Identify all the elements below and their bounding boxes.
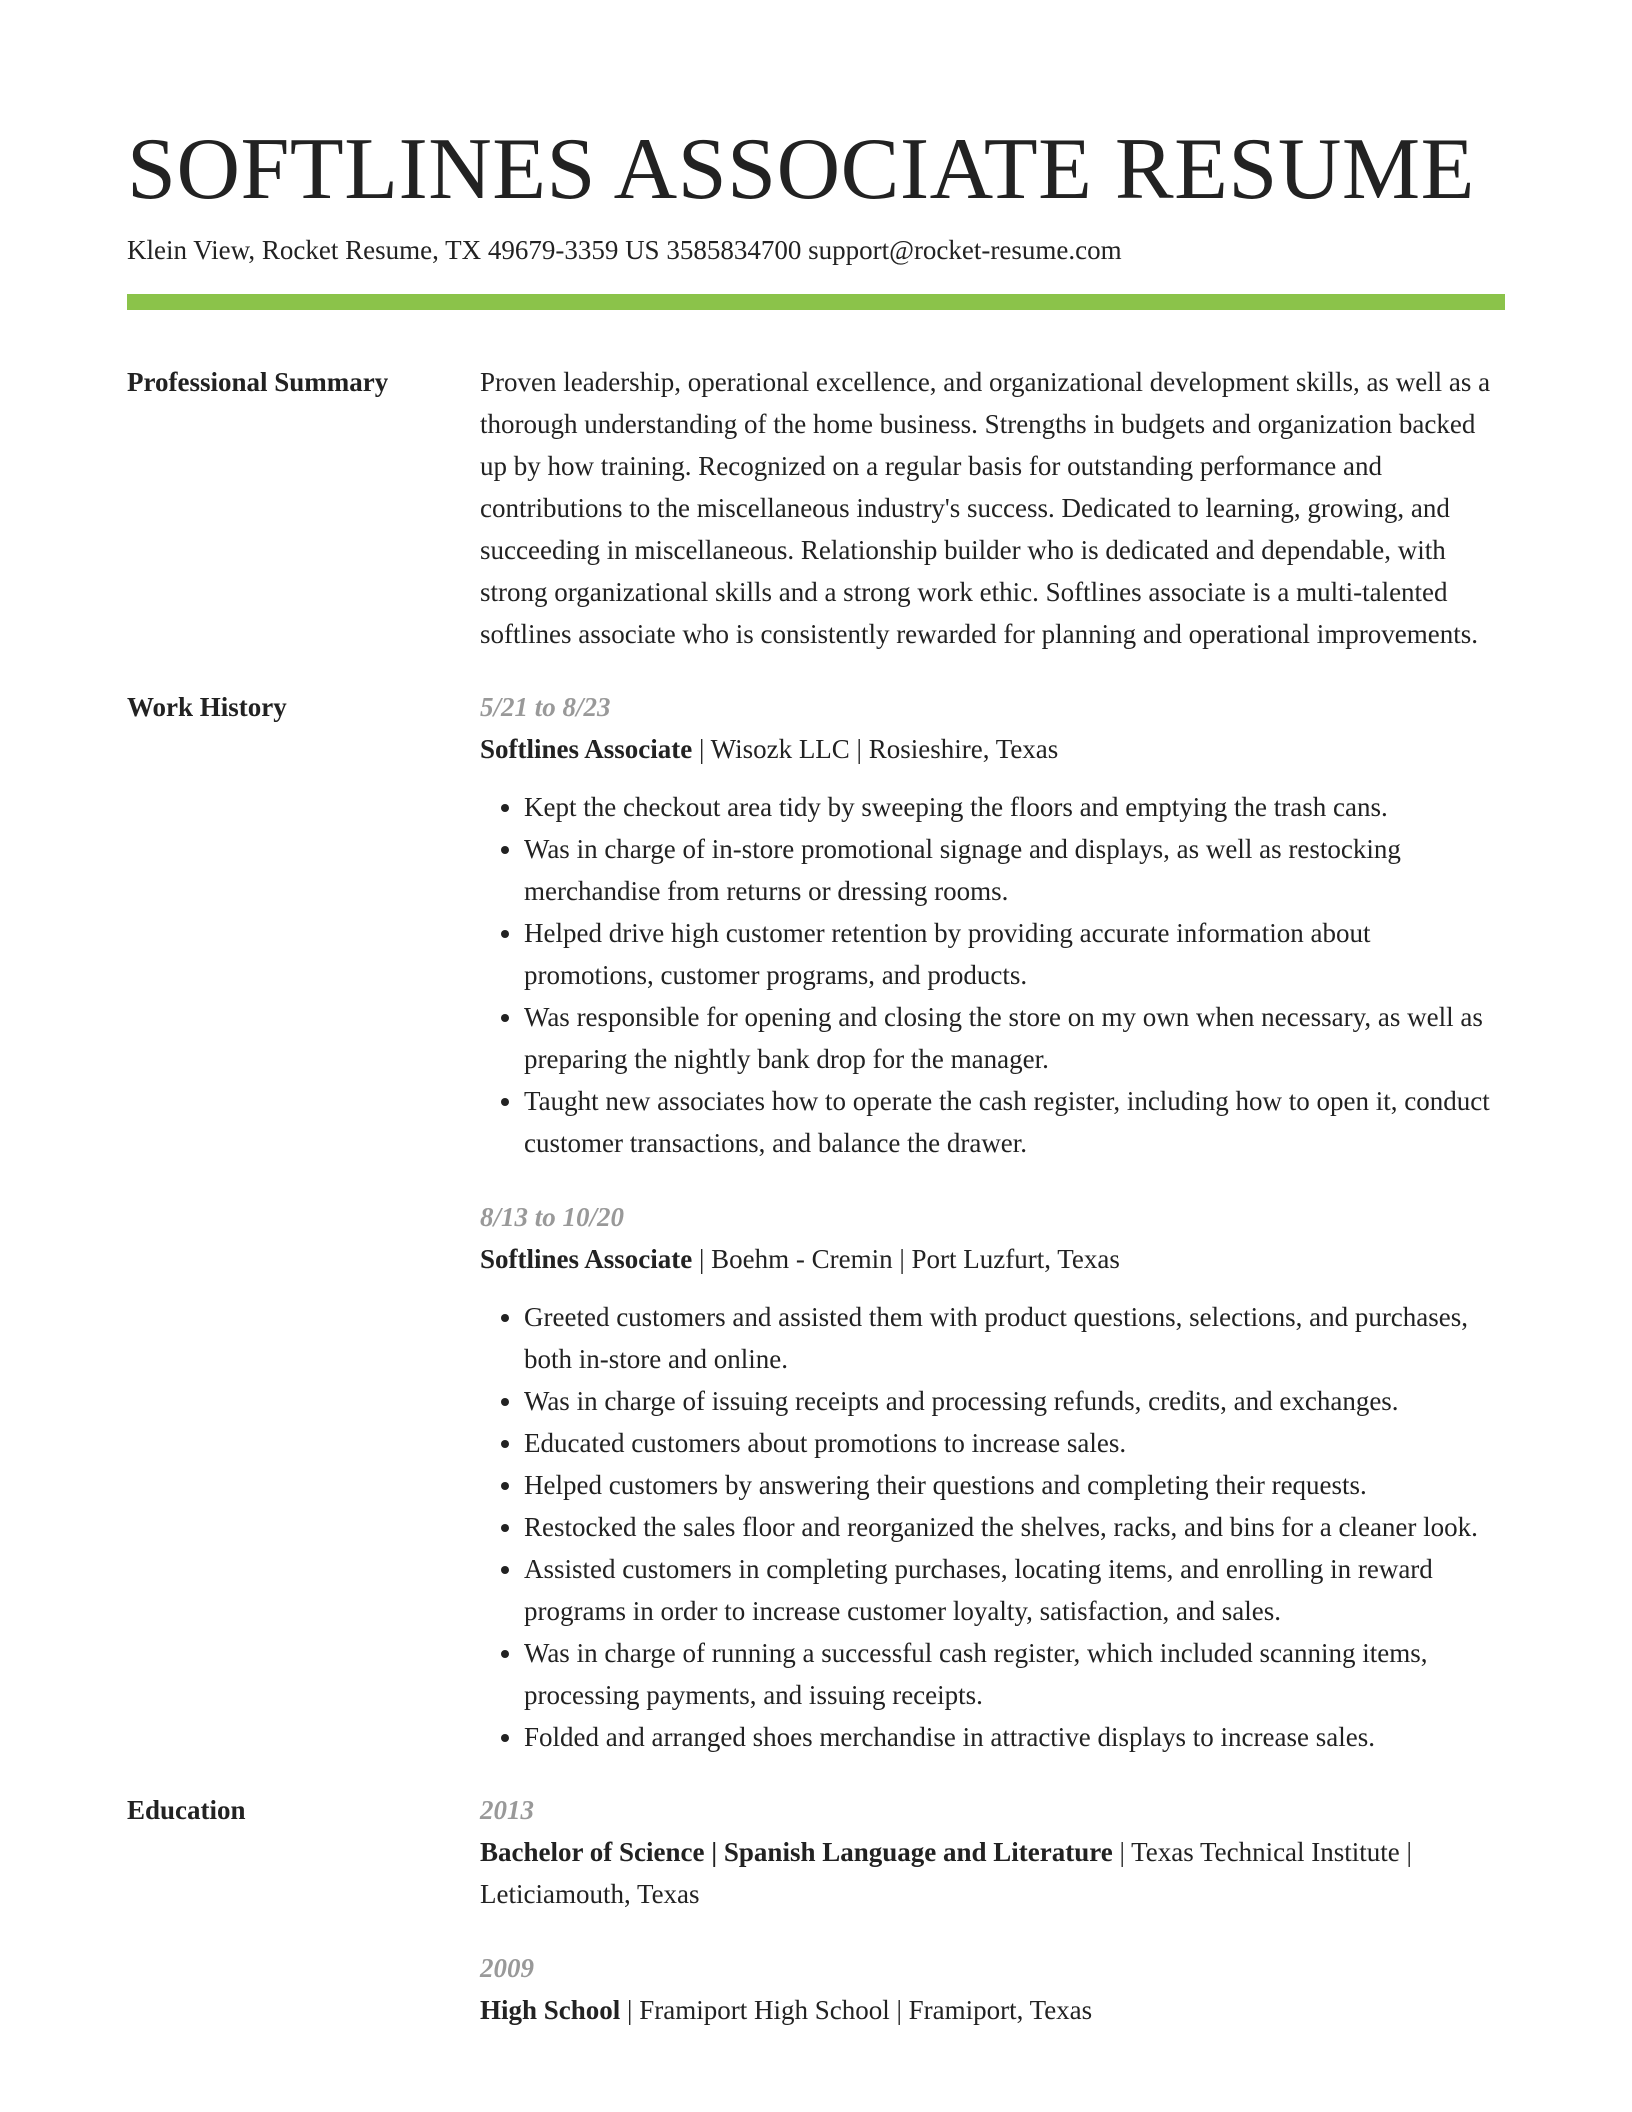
education-entry: [480, 1789, 1505, 1915]
job-duty: • Was in charge of in-store promotional signage and displays, as well as restocking merchandise from returns or dressing rooms.: [524, 828, 1505, 912]
education-entry: [480, 1947, 1505, 2031]
resume-title: SOFTLINES ASSOCIATE RESUME: [127, 121, 1475, 218]
education-degree-line: [480, 1831, 1505, 1915]
job-duties-list: [480, 786, 1505, 1164]
education-degree-line: [480, 1989, 1505, 2031]
education-degree: Bachelor of Science | Spanish Language and Literature: [480, 1837, 1113, 1867]
job-duty: • Helped drive high customer retention by providing accurate information about promotions, customer programs, and products.: [524, 912, 1505, 996]
work-history-body: [480, 686, 1505, 1758]
job-duty: • Was responsible for opening and closing the store on my own when necessary, as well as preparing the nightly bank drop for the manager.: [524, 996, 1505, 1080]
education-school-location: | Framiport High School | Framiport, Texas: [620, 1995, 1093, 2025]
job-duty: • Kept the checkout area tidy by sweeping the floors and emptying the trash cans.: [524, 786, 1505, 828]
work-history-heading: Work History: [127, 692, 287, 722]
job-duty: • Helped customers by answering their questions and completing their requests.: [524, 1464, 1505, 1506]
job-employer-location: | Boehm - Cremin | Port Luzfurt, Texas: [692, 1244, 1120, 1274]
education-year: 2009: [480, 1953, 534, 1983]
resume-page: [127, 118, 1505, 2031]
header-divider: [127, 294, 1505, 310]
education-year: 2013: [480, 1795, 534, 1825]
job-role-line: [480, 728, 1505, 770]
education-section: [127, 1789, 1505, 2031]
summary-section: [127, 361, 1505, 655]
job-duty: • Educated customers about promotions to increase sales.: [524, 1422, 1505, 1464]
job-entry: [480, 686, 1505, 1164]
job-role-line: [480, 1238, 1505, 1280]
education-school-location: | Texas Technical Institute | Leticiamouth, Texas: [480, 1837, 1412, 1909]
job-duty: • Taught new associates how to operate the cash register, including how to open it, conduct customer transactions, and balance the drawer.: [524, 1080, 1505, 1164]
summary-body: [480, 361, 1505, 655]
job-duty: • Restocked the sales floor and reorganized the shelves, racks, and bins for a cleaner look.: [524, 1506, 1505, 1548]
job-entry: [480, 1196, 1505, 1758]
job-dates: 5/21 to 8/23: [480, 692, 611, 722]
job-duty: • Assisted customers in completing purchases, locating items, and enrolling in reward programs in order to increase customer loyalty, satisfaction, and sales.: [524, 1548, 1505, 1632]
summary-text: Proven leadership, operational excellence, and organizational development skills, as well as a thorough understanding of the home business. Strengths in budgets and organization backed up by how training. Recognized on a regular basis for outstanding performance and contributions to the miscellaneous industry's success. Dedicated to learning, growing, and succeeding in miscellaneous. Relationship builder who is dedicated and dependable, with strong organizational skills and a strong work ethic. Softlines associate is a multi-talented softlines associate who is consistently rewarded for planning and operational improvements.: [480, 367, 1491, 649]
job-duty: • Folded and arranged shoes merchandise in attractive displays to increase sales.: [524, 1716, 1505, 1758]
job-duties-list: [480, 1296, 1505, 1758]
job-duty: • Was in charge of running a successful cash register, which included scanning items, processing payments, and issuing receipts.: [524, 1632, 1505, 1716]
job-duty: • Was in charge of issuing receipts and processing refunds, credits, and exchanges.: [524, 1380, 1505, 1422]
summary-heading: Professional Summary: [127, 367, 389, 397]
job-dates: 8/13 to 10/20: [480, 1202, 625, 1232]
job-title: Softlines Associate: [480, 1244, 693, 1274]
job-employer-location: | Wisozk LLC | Rosieshire, Texas: [692, 734, 1059, 764]
education-degree: High School: [480, 1995, 621, 2025]
education-heading: Education: [127, 1795, 246, 1825]
contact-line: Klein View, Rocket Resume, TX 49679-3359 US 3585834700 support@rocket-resume.com: [127, 235, 1122, 265]
job-title: Softlines Associate: [480, 734, 693, 764]
job-duty: • Greeted customers and assisted them with product questions, selections, and purchases, both in-store and online.: [524, 1296, 1505, 1380]
work-history-section: [127, 686, 1505, 1758]
education-body: [480, 1789, 1505, 2031]
